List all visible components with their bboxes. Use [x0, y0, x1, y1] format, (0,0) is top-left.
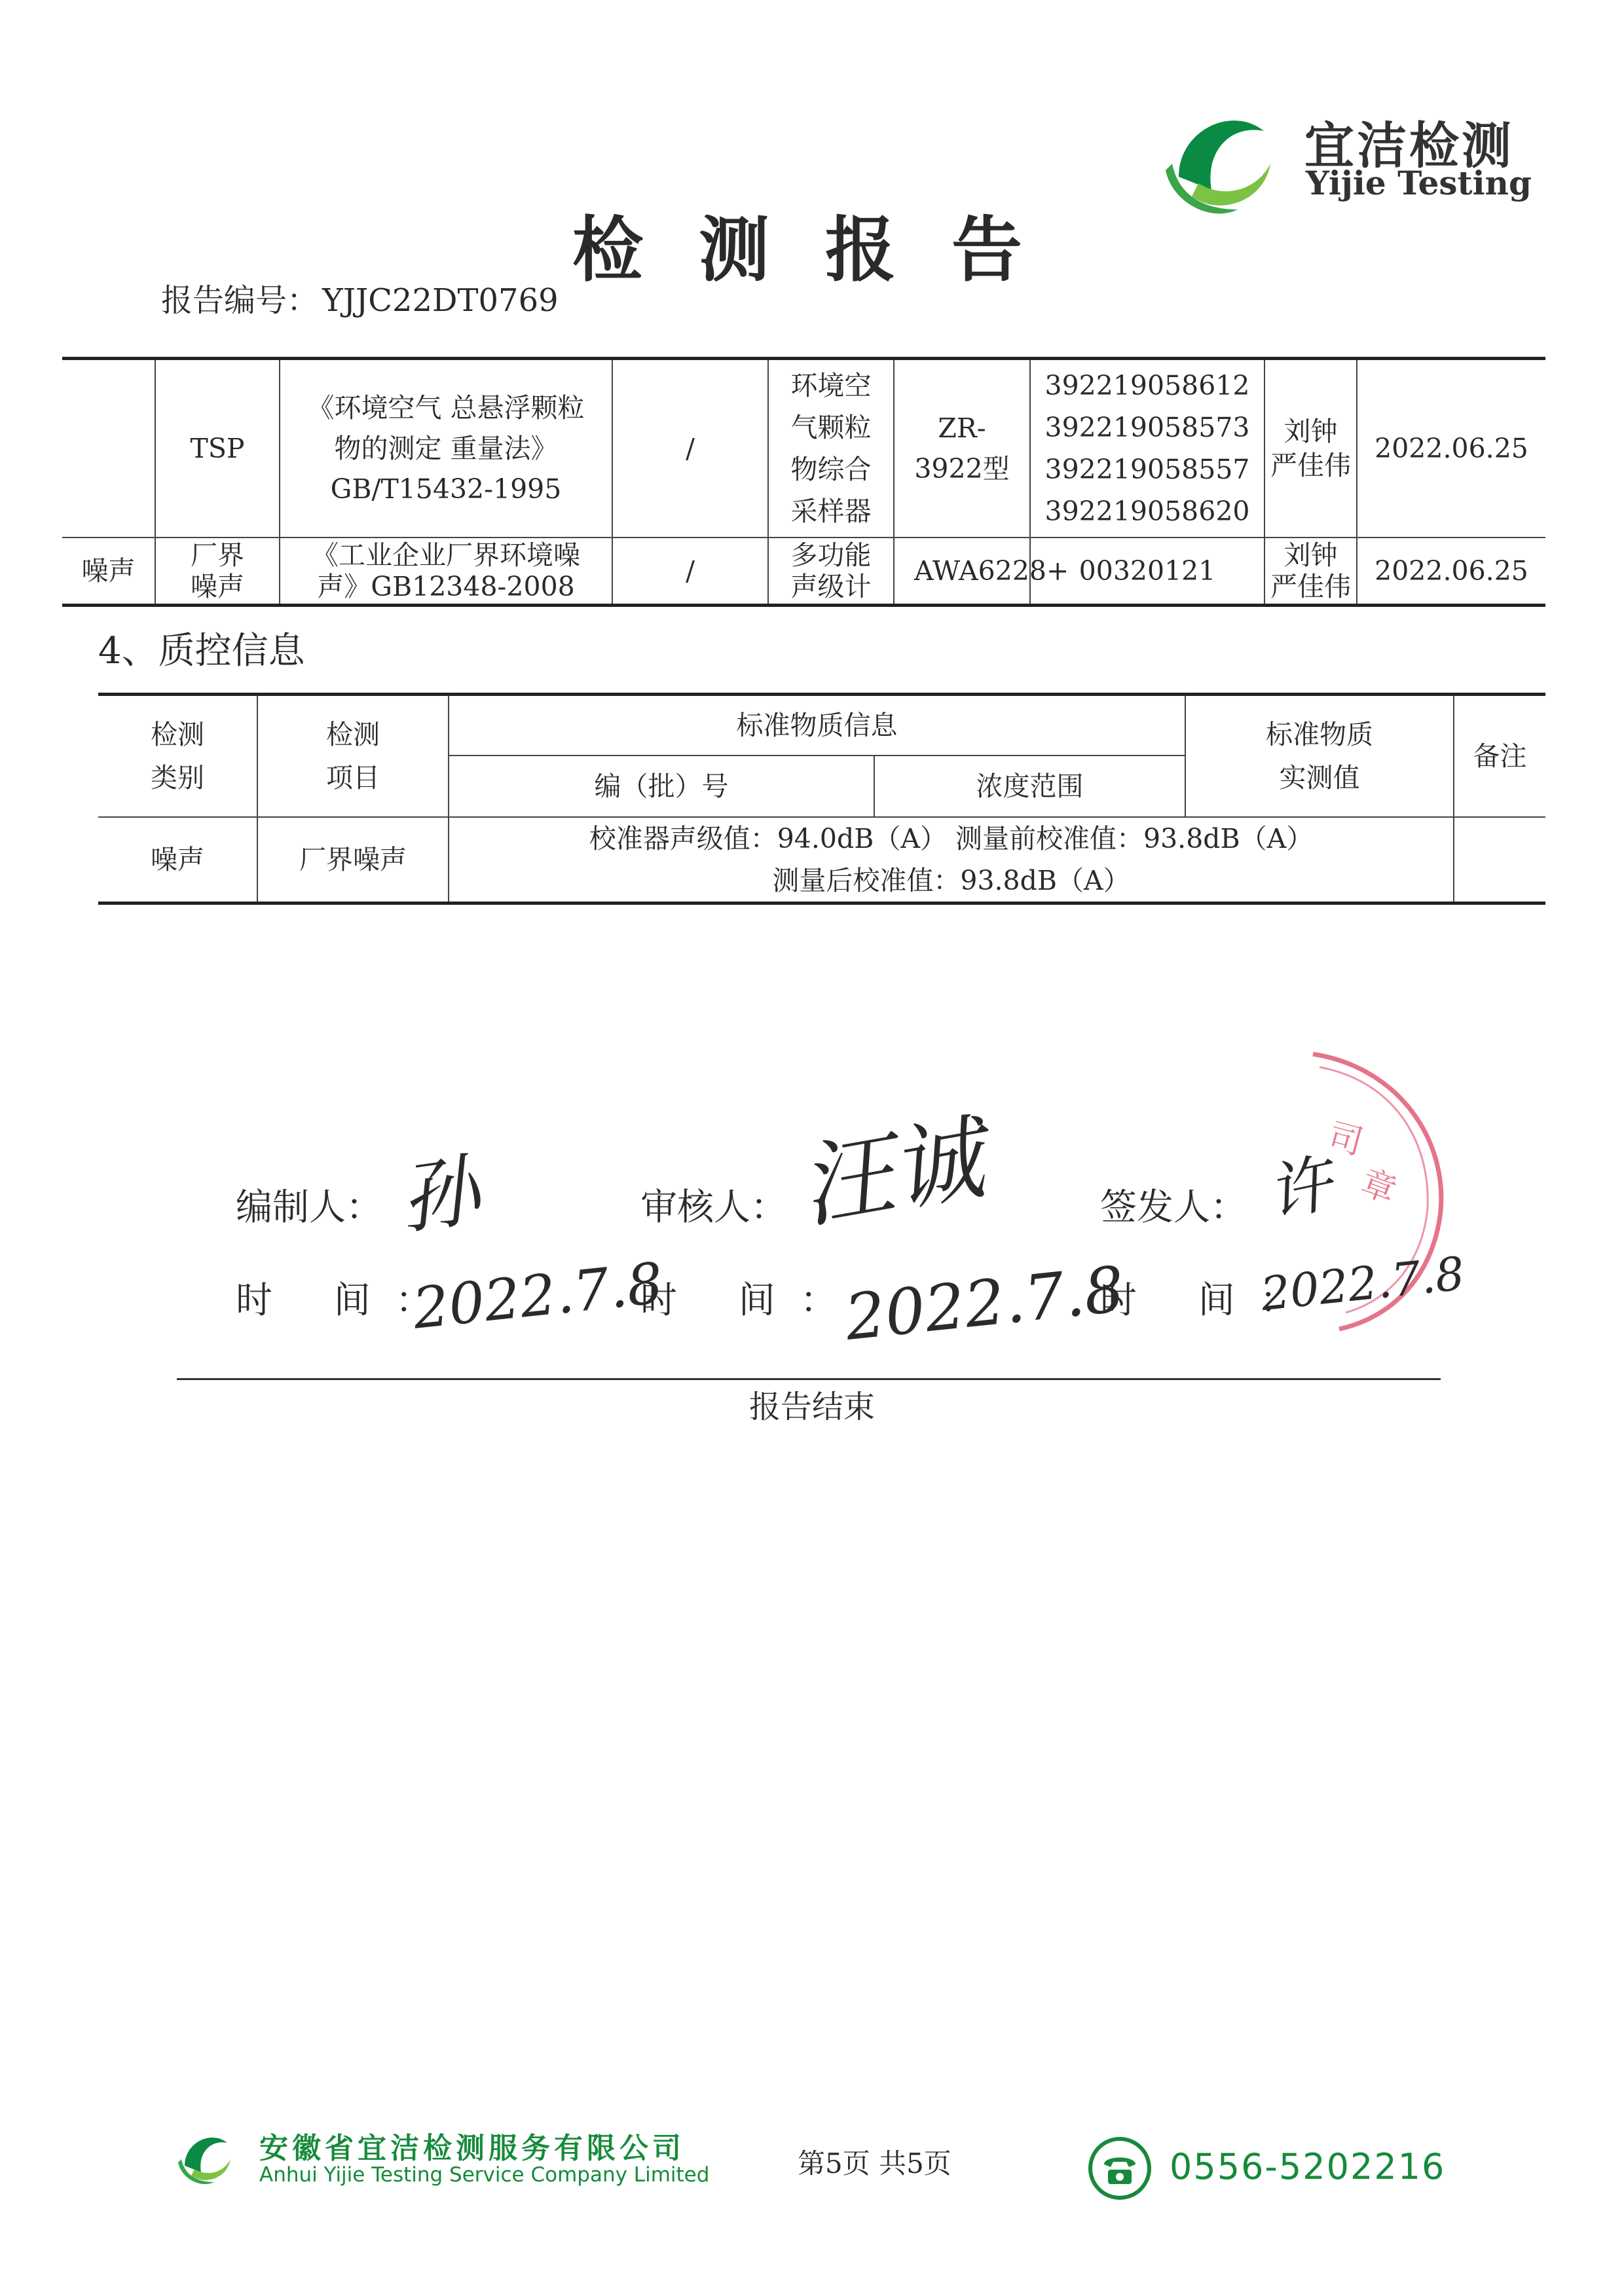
svg-text:司: 司	[1323, 1116, 1367, 1163]
calibration-line: 校准器声级值：94.0dB（A） 测量前校准值：93.8dB（A）	[589, 823, 1314, 854]
report-title: 检测报告	[572, 209, 1078, 291]
qc-header-remark: 备注	[1454, 695, 1545, 818]
operator-name: 严佳伟	[1270, 450, 1351, 481]
cell-date: 2022.06.25	[1357, 538, 1545, 606]
cell-instrument: 多功能声级计	[768, 538, 894, 606]
footer-phone: 0556-5202216	[1170, 2146, 1446, 2187]
page-number: 第5页 共5页	[798, 2147, 951, 2179]
signature-divider	[177, 1378, 1441, 1380]
qc-header-range: 浓度范围	[874, 756, 1185, 817]
calibration-line: 测量后校准值：93.8dB（A）	[772, 865, 1130, 896]
table-row	[62, 538, 1545, 606]
qc-header-item: 检测项目	[257, 695, 449, 818]
logo-cn-text: 宜洁检测	[1304, 117, 1514, 175]
compiler-time-label: 时 间：	[236, 1279, 457, 1322]
qc-header-std-info: 标准物质信息	[449, 695, 1185, 756]
qc-cell-item: 厂界噪声	[257, 817, 449, 903]
qc-cell-remark	[1454, 817, 1545, 903]
qc-header-row	[98, 695, 1545, 756]
qc-section-title: 4、质控信息	[98, 630, 305, 672]
cell-operators	[1264, 359, 1357, 538]
equipment-table	[62, 357, 1545, 607]
cell-item: 厂界噪声	[155, 538, 280, 606]
cell-method: 《环境空气 总悬浮颗粒物的测定 重量法》GB/T15432-1995	[280, 359, 612, 538]
serial-number: 392219058573	[1044, 412, 1250, 443]
reviewer-time-label: 时 间：	[640, 1279, 862, 1322]
cell-model: ZR-3922型	[894, 359, 1030, 538]
cell-limit: /	[612, 359, 768, 538]
qc-table	[98, 693, 1545, 905]
serial-number: 00320121	[1079, 555, 1216, 587]
footer-company-en: Anhui Yijie Testing Service Company Limited	[259, 2163, 710, 2187]
operator-name: 严佳伟	[1270, 571, 1351, 602]
phone-icon	[1087, 2136, 1153, 2201]
serial-number: 392219058620	[1044, 496, 1250, 527]
svg-text:章: 章	[1356, 1162, 1401, 1212]
serial-number: 392219058612	[1044, 370, 1250, 401]
cell-item: TSP	[155, 359, 280, 538]
cell-date: 2022.06.25	[1357, 359, 1545, 538]
report-number-label: 报告编号：	[161, 282, 319, 319]
operator-name: 刘钟	[1283, 539, 1338, 571]
qc-header-batch: 编（批）号	[449, 756, 874, 817]
footer-leaf-icon	[172, 2123, 237, 2189]
report-number-value: YJJC22DT0769	[322, 282, 559, 319]
cell-model: AWA6228+	[894, 538, 1030, 606]
compiler-signature: 孙	[394, 1145, 485, 1247]
qc-cell-category: 噪声	[98, 817, 257, 903]
operator-name: 刘钟	[1283, 416, 1338, 447]
cell-category: 噪声	[62, 538, 155, 606]
cell-instrument: 环境空气颗粒物综合采样器	[768, 359, 894, 538]
logo-en-text: Yijie Testing	[1306, 164, 1532, 202]
table-row	[98, 817, 1545, 903]
reviewer-label: 审核人：	[640, 1186, 787, 1229]
issuer-date: 2022.7.8	[1258, 1246, 1467, 1322]
cell-method: 《工业企业厂界环境噪声》GB12348-2008	[280, 538, 612, 606]
serial-number: 392219058557	[1044, 454, 1250, 485]
qc-cell-calibration	[449, 817, 1454, 903]
reviewer-signature: 汪诚	[792, 1104, 992, 1242]
compiler-label: 编制人：	[236, 1186, 382, 1229]
issuer-signature: 许	[1261, 1146, 1338, 1231]
issuer-label: 签发人：	[1100, 1186, 1247, 1229]
cell-limit: /	[612, 538, 768, 606]
cell-serials	[1030, 359, 1264, 538]
cell-operators	[1264, 538, 1357, 606]
reviewer-date: 2022.7.8	[841, 1252, 1128, 1355]
qc-header-measured: 标准物质实测值	[1185, 695, 1454, 818]
compiler-date: 2022.7.8	[409, 1250, 667, 1342]
cell-category	[62, 359, 155, 538]
table-row	[62, 359, 1545, 538]
report-end-text: 报告结束	[748, 1389, 875, 1425]
qc-header-category: 检测类别	[98, 695, 257, 818]
report-number	[157, 275, 559, 320]
footer-company-cn: 安徽省宜洁检测服务有限公司	[259, 2132, 685, 2165]
issuer-time-label: 时 间：	[1100, 1279, 1321, 1322]
